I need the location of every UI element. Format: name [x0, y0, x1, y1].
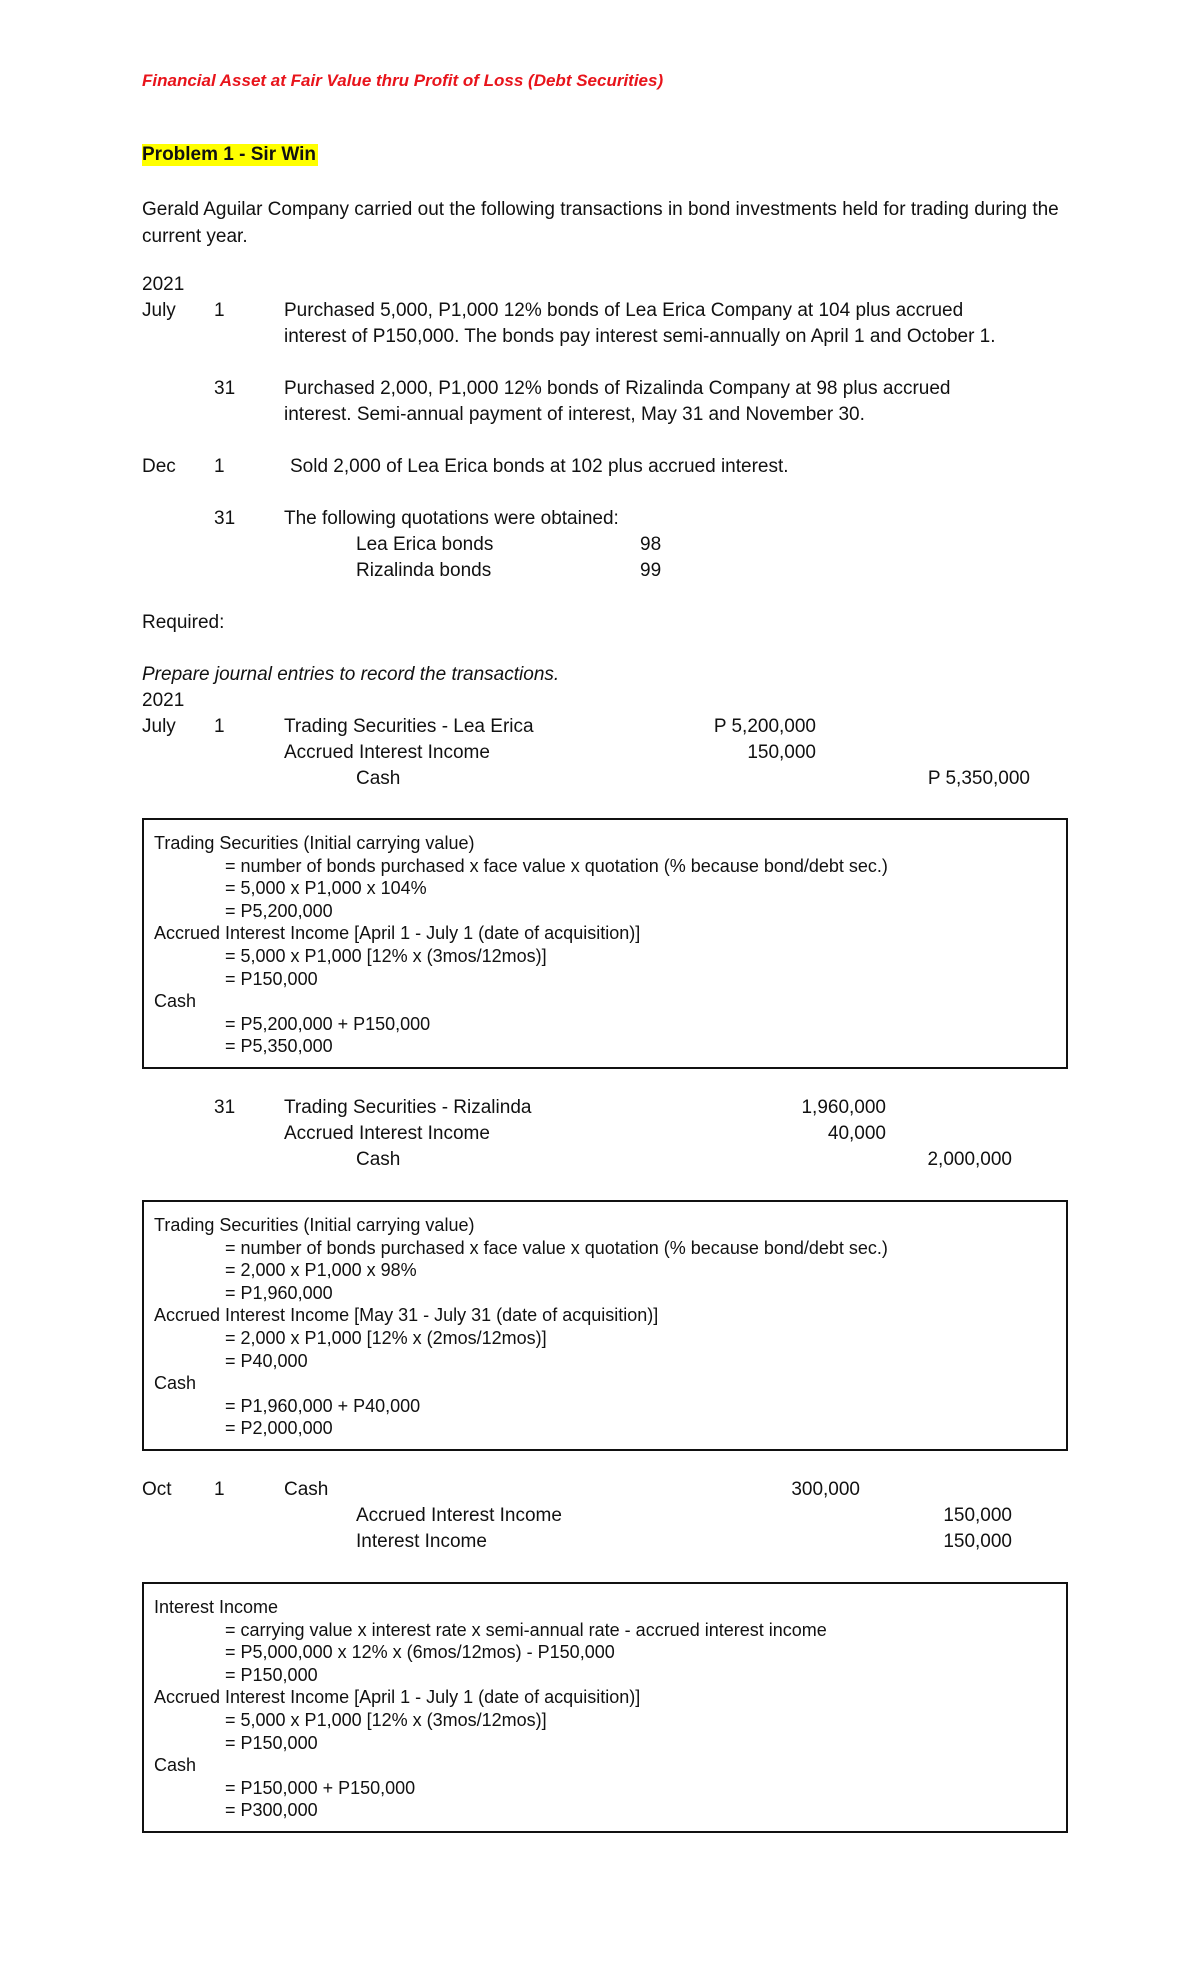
calc-heading: Cash: [154, 991, 197, 1012]
calc-result: = P2,000,000: [225, 1418, 333, 1439]
calc-formula: = P1,960,000 + P40,000: [225, 1395, 421, 1416]
e1-debit1-amount: P 5,200,000: [713, 716, 816, 737]
e1-credit-account: Cash: [356, 768, 401, 789]
calc-formula: = carrying value x interest rate x semi-annual rate - accrued interest income: [225, 1619, 827, 1640]
calc-result: = P1,960,000: [225, 1282, 333, 1303]
e2-day: 31: [214, 1097, 236, 1118]
calculation-box-1: [142, 818, 1068, 1069]
e2-debit2-account: Accrued Interest Income: [284, 1123, 490, 1144]
calculation-box-3: [142, 1582, 1068, 1833]
calc-result: = P150,000: [225, 1732, 318, 1753]
e3-credit2-amount: 150,000: [943, 1531, 1012, 1552]
calc-formula: = number of bonds purchased x face value x quotation (% because bond/debt sec.): [225, 1237, 888, 1258]
e1-credit-amount: P 5,350,000: [927, 768, 1030, 789]
t2-line1: Purchased 2,000, P1,000 12% bonds of Rizalinda Company at 98 plus accrued: [284, 378, 951, 399]
t2-line2: interest. Semi-annual payment of interest, May 31 and November 30.: [284, 404, 865, 425]
calc-formula: = P5,200,000 + P150,000: [225, 1013, 431, 1034]
calc-result: = P5,350,000: [225, 1036, 333, 1057]
calc-formula: = P150,000 + P150,000: [225, 1777, 416, 1798]
calc-result: = P300,000: [225, 1800, 318, 1821]
calc-heading: Trading Securities (Initial carrying value): [154, 833, 475, 853]
calc-heading: Trading Securities (Initial carrying value): [154, 1215, 475, 1235]
e3-debit-account: Cash: [284, 1479, 329, 1500]
calc-heading: Cash: [154, 1373, 197, 1394]
e2-debit1-amount: 1,960,000: [801, 1097, 886, 1118]
t1-line1: Purchased 5,000, P1,000 12% bonds of Lea Erica Company at 104 plus accrued: [284, 300, 964, 321]
t1-line2: interest of P150,000. The bonds pay interest semi-annually on April 1 and October 1.: [284, 326, 996, 347]
quote-value: 99: [640, 560, 662, 581]
quote-name: Rizalinda bonds: [356, 560, 492, 581]
t3-day: 1: [214, 456, 225, 477]
calc-formula: = 2,000 x P1,000 x 98%: [225, 1260, 417, 1281]
calc-result: = P150,000: [225, 968, 318, 989]
transactions-year: 2021: [142, 274, 185, 295]
required-label: Required:: [142, 612, 225, 633]
calc-result: = P40,000: [225, 1350, 308, 1371]
calc-heading: Accrued Interest Income [April 1 - July 1 (date of acquisition)]: [154, 1687, 641, 1708]
e1-debit2-amount: 150,000: [747, 742, 816, 763]
e1-debit2-account: Accrued Interest Income: [284, 742, 490, 763]
e2-credit-amount: 2,000,000: [927, 1149, 1012, 1170]
e3-credit1-account: Accrued Interest Income: [356, 1505, 562, 1526]
e2-debit1-account: Trading Securities - Rizalinda: [284, 1097, 532, 1118]
e3-month: Oct: [142, 1479, 172, 1500]
problem-title: Problem 1 - Sir Win: [142, 144, 317, 165]
e1-month: July: [142, 716, 176, 737]
calc-formula: = 5,000 x P1,000 [12% x (3mos/12mos)]: [225, 1709, 547, 1730]
e3-credit2-account: Interest Income: [356, 1531, 487, 1552]
t4-line1: The following quotations were obtained:: [284, 508, 619, 529]
quote-name: Lea Erica bonds: [356, 534, 494, 555]
calc-heading: Accrued Interest Income [April 1 - July 1 (date of acquisition)]: [154, 923, 641, 944]
calc-heading: Accrued Interest Income [May 31 - July 31 (date of acquisition)]: [154, 1305, 659, 1326]
e2-credit-account: Cash: [356, 1149, 401, 1170]
e1-day: 1: [214, 716, 225, 737]
calc-formula: = P5,000,000 x 12% x (6mos/12mos) - P150,000: [225, 1642, 615, 1663]
calc-formula: = number of bonds purchased x face value x quotation (% because bond/debt sec.): [225, 855, 888, 876]
e3-credit1-amount: 150,000: [943, 1505, 1012, 1526]
t2-day: 31: [214, 378, 236, 399]
e3-day: 1: [214, 1479, 225, 1500]
calc-formula: = 2,000 x P1,000 [12% x (2mos/12mos)]: [225, 1327, 547, 1348]
document-header-title: Financial Asset at Fair Value thru Profit of Loss (Debt Securities): [142, 71, 664, 90]
e2-debit2-amount: 40,000: [827, 1123, 886, 1144]
calc-heading: Cash: [154, 1755, 197, 1776]
t1-month: July: [142, 300, 176, 321]
quote-value: 98: [640, 534, 662, 555]
t4-day: 31: [214, 508, 236, 529]
t1-day: 1: [214, 300, 225, 321]
t3-line1: Sold 2,000 of Lea Erica bonds at 102 plus accrued interest.: [290, 456, 789, 477]
calc-result: = P5,200,000: [225, 900, 333, 921]
problem-intro: Gerald Aguilar Company carried out the following transactions in bond investments held for trading during the current year.: [142, 199, 1059, 247]
required-instruction: Prepare journal entries to record the transactions.: [142, 664, 560, 685]
calculation-box-2: [142, 1200, 1068, 1451]
calc-formula: = 5,000 x P1,000 x 104%: [225, 878, 427, 899]
t3-month: Dec: [142, 456, 176, 477]
calc-result: = P150,000: [225, 1664, 318, 1685]
e1-debit1-account: Trading Securities - Lea Erica: [284, 716, 534, 737]
calc-formula: = 5,000 x P1,000 [12% x (3mos/12mos)]: [225, 945, 547, 966]
entries-year: 2021: [142, 690, 185, 711]
e3-debit-amount: 300,000: [791, 1479, 860, 1500]
calc-heading: Interest Income: [154, 1597, 279, 1617]
